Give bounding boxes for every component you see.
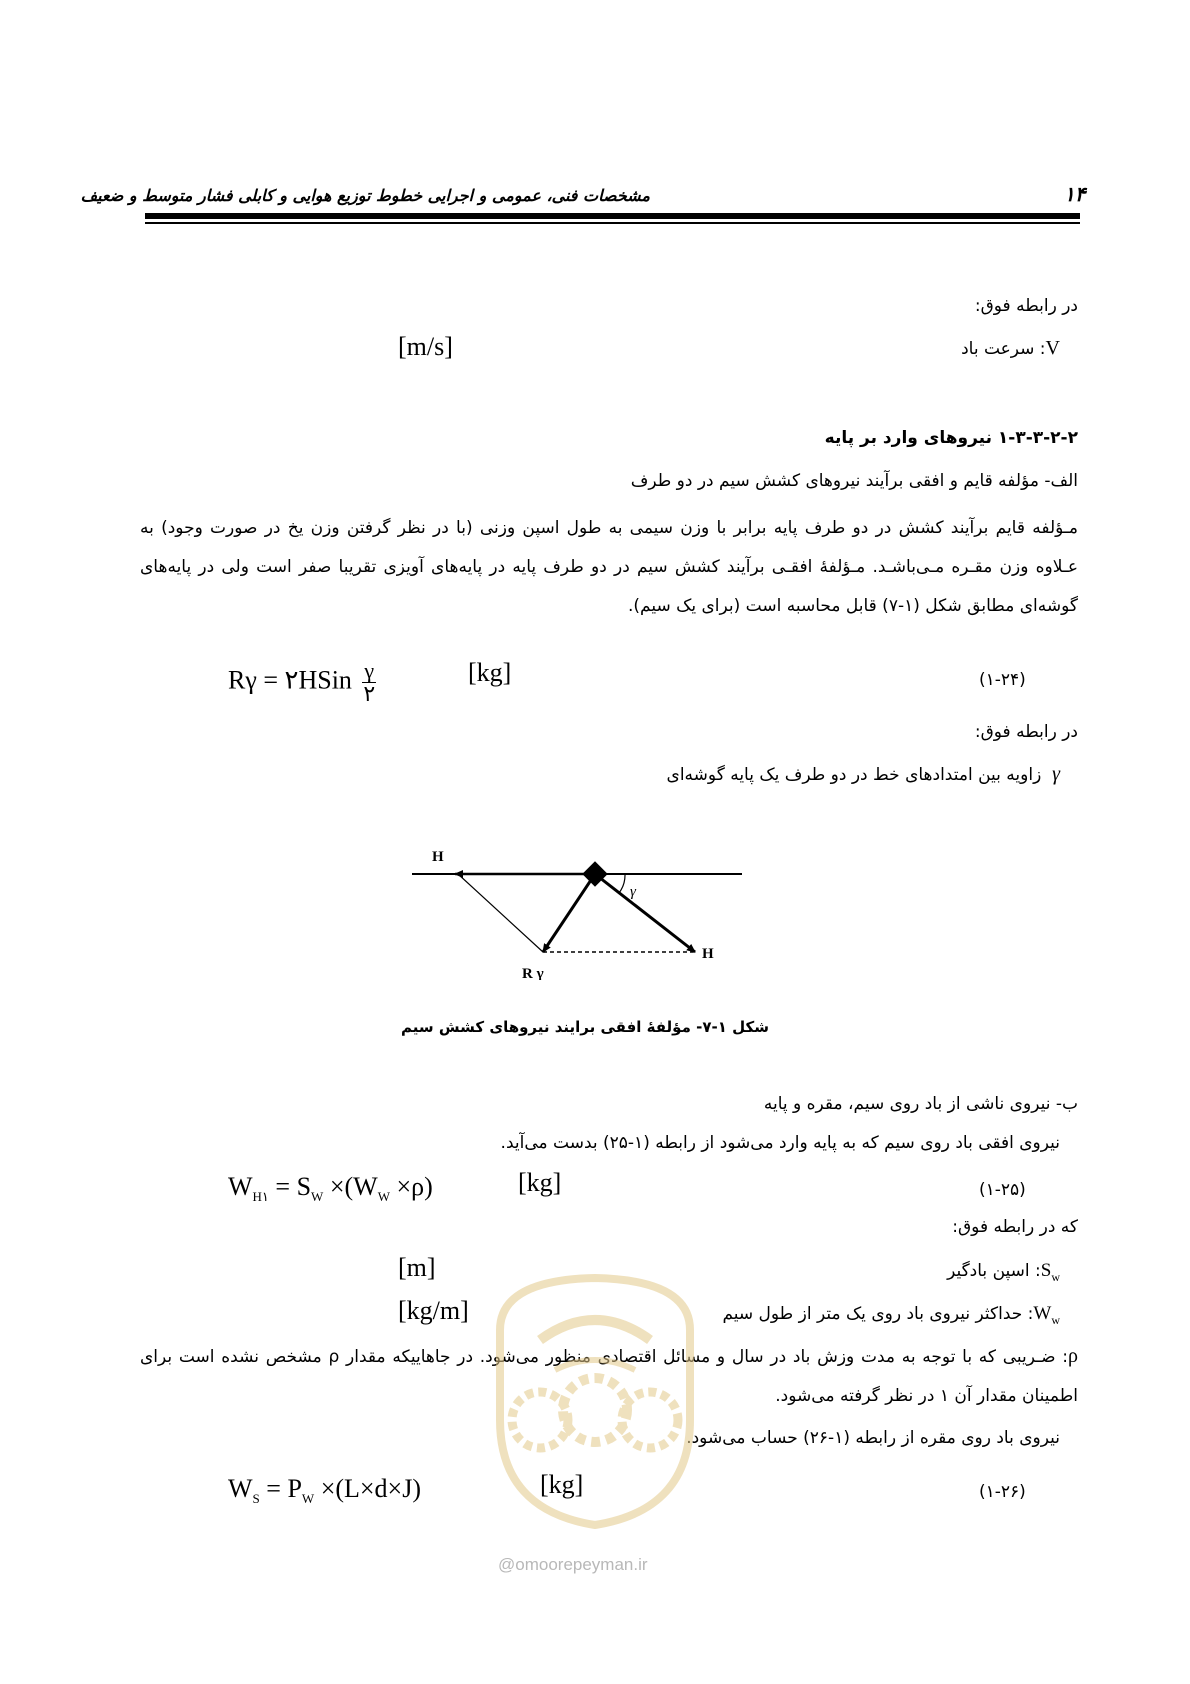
label-h-right: H bbox=[702, 946, 714, 962]
equation-25 bbox=[228, 1172, 433, 1205]
eq25-w2-sub: W bbox=[377, 1189, 390, 1205]
def-sw bbox=[947, 1260, 1060, 1285]
sw-sub: w bbox=[1051, 1269, 1060, 1284]
pole-node bbox=[582, 861, 607, 886]
v-symbol: V bbox=[1045, 337, 1060, 359]
intro-above-relation-3: که در رابطه فوق: bbox=[952, 1217, 1078, 1237]
ww-letter: W bbox=[1033, 1303, 1052, 1324]
eq26-equals-p: = P bbox=[259, 1474, 302, 1503]
eq25-times-w: ×(W bbox=[323, 1172, 378, 1201]
eq25-w-sub: H۱ bbox=[252, 1189, 269, 1205]
sub-heading-a: الف- مؤلفه قایم و افقی برآیند نیروهای کشش سیم در دو طرف bbox=[630, 471, 1078, 491]
v-description: : سرعت باد bbox=[961, 339, 1046, 359]
equation-24 bbox=[228, 660, 376, 705]
eq26-tail: ×(L×d×J) bbox=[314, 1474, 421, 1503]
eq24-frac-num: γ bbox=[364, 658, 375, 683]
wind-on-conductor-line: نیروی افقی باد روی سیم که به پایه وارد می‌شود از رابطه (۱-۲۵) بدست می‌آید. bbox=[500, 1133, 1060, 1153]
wind-on-insulator-line: نیروی باد روی مقره از رابطه (۱-۲۶) حساب می‌شود. bbox=[686, 1428, 1060, 1448]
def-v bbox=[961, 337, 1060, 360]
sw-description: : اسپن بادگیر bbox=[947, 1261, 1041, 1281]
eq25-s-sub: W bbox=[311, 1189, 324, 1205]
label-gamma: γ bbox=[630, 884, 636, 900]
tension-h-right-arrow bbox=[595, 874, 695, 952]
sub-heading-b: ب- نیروی ناشی از باد روی سیم، مقره و پایه bbox=[763, 1094, 1078, 1114]
eq24-number: (۱-۲۴) bbox=[979, 670, 1026, 690]
watermark-logo bbox=[480, 1270, 710, 1530]
parallelogram-side bbox=[458, 874, 543, 952]
eq26-unit: [kg] bbox=[540, 1470, 584, 1499]
eq26-w-sub: S bbox=[252, 1491, 260, 1507]
watermark-url: @omoorepeyman.ir bbox=[498, 1555, 648, 1574]
eq24-unit: [kg] bbox=[468, 658, 512, 687]
paragraph-vertical-horizontal-component: مـؤلفه قایم برآیند کشش در دو طرف پایه برابر با وزن سیمی به طول اسپن وزنی (با در نظر گرفتن وزن یخ در صورت وجود) به عـلاوه وزن مقـره مـی‌باشـد. مـؤلفهٔ افقـی برآیند کشش سیم در دو طرف پایه در پایه‌های آویزی تقریبا صفر است ولی در پایه‌های گوشه‌ای مطابق شکل (۱-۷) قابل محاسبه است (برای یک سیم). bbox=[140, 518, 1078, 616]
figure-caption: شکل ۱-۷- مؤلفهٔ افقی برایند نیروهای کشش سیم bbox=[401, 1018, 769, 1036]
resultant-r-arrow bbox=[543, 874, 595, 952]
header-rule-thick bbox=[145, 213, 1080, 219]
eq25-number: (۱-۲۵) bbox=[979, 1180, 1026, 1200]
sw-letter: S bbox=[1040, 1260, 1052, 1281]
sw-unit: [m] bbox=[398, 1253, 436, 1282]
eq24-lhs: Rγ = ۲HSin bbox=[228, 665, 352, 695]
ww-sub: w bbox=[1051, 1312, 1060, 1327]
angle-arc bbox=[619, 874, 625, 893]
gamma-description: زاویه بین امتدادهای خط در دو طرف یک پایه گوشه‌ای bbox=[666, 765, 1042, 785]
def-gamma bbox=[667, 763, 1060, 786]
label-r-gamma: R γ bbox=[522, 966, 544, 980]
equation-26 bbox=[228, 1474, 421, 1507]
running-header-title: مشخصات فنی، عمومی و اجرایی خطوط توزیع هوایی و کابلی فشار متوسط و ضعیف bbox=[80, 186, 650, 205]
eq26-p-sub: W bbox=[301, 1491, 315, 1507]
page-number: ۱۴ bbox=[1064, 182, 1086, 206]
eq25-equals-s: = S bbox=[268, 1172, 312, 1201]
gamma-symbol: γ bbox=[1052, 763, 1060, 785]
eq25-unit: [kg] bbox=[518, 1168, 562, 1197]
ww-symbol bbox=[1033, 1303, 1060, 1327]
ww-unit: [kg/m] bbox=[398, 1296, 469, 1325]
label-h-top: H bbox=[432, 849, 444, 865]
eq24-fraction bbox=[362, 660, 376, 705]
v-unit: [m/s] bbox=[398, 332, 453, 361]
def-ww bbox=[722, 1303, 1060, 1328]
eq26-number: (۱-۲۶) bbox=[979, 1482, 1026, 1502]
rho-symbol: ρ bbox=[1068, 1345, 1079, 1367]
figure-1-7-diagram bbox=[400, 830, 760, 980]
intro-above-relation: در رابطه فوق: bbox=[974, 296, 1078, 316]
eq24-frac-den: ۲ bbox=[363, 681, 376, 706]
eq26-w: W bbox=[228, 1474, 253, 1503]
eq25-w: W bbox=[228, 1172, 253, 1201]
intro-above-relation-2: در رابطه فوق: bbox=[974, 722, 1078, 742]
header-rule-thin bbox=[145, 222, 1080, 224]
rho-description: : ضـریبی که با توجه به مدت وزش باد در سال و مسائل اقتصادی منظور می‌شود. در جاهاییکه مقدار ρ مشخص نشده است برای اطمینان مقدار آن ۱ در نظر گرفته می‌شود. bbox=[140, 1347, 1078, 1406]
sw-symbol bbox=[1040, 1260, 1060, 1284]
section-heading: ۱-۳-۳-۲-۲ نیروهای وارد بر پایه bbox=[824, 428, 1078, 448]
ww-description: : حداکثر نیروی باد روی یک متر از طول سیم bbox=[722, 1304, 1034, 1324]
eq25-tail: ×ρ) bbox=[389, 1172, 433, 1201]
